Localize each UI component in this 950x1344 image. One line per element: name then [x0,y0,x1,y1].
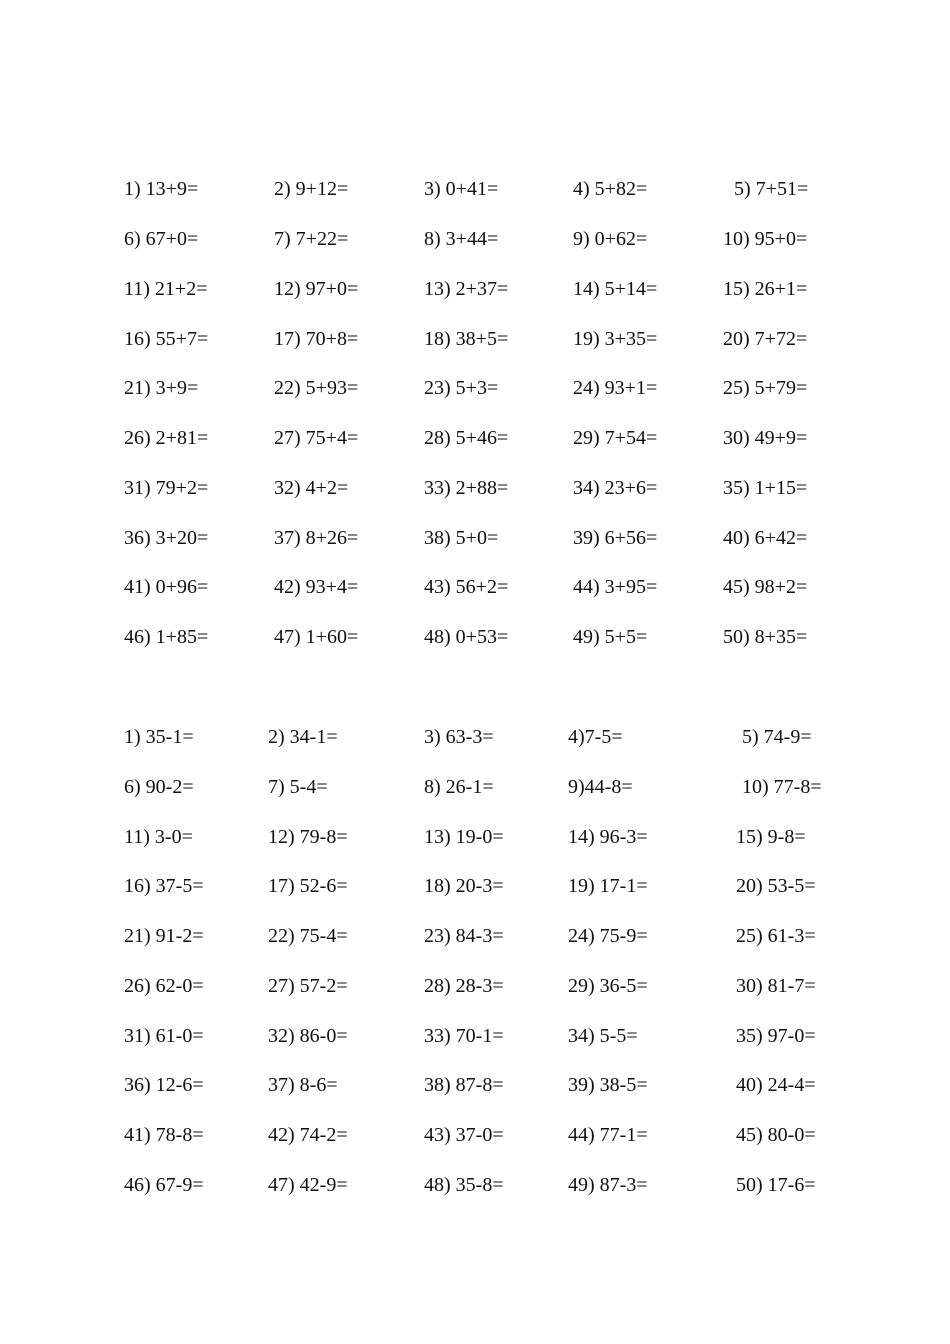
addition-problem-40: 40) 6+42= [723,527,808,549]
addition-problem-50: 50) 8+35= [723,626,808,648]
addition-problem-7: 7) 7+22= [274,228,349,250]
subtraction-problem-49: 49) 87-3= [568,1174,648,1196]
subtraction-problem-24: 24) 75-9= [568,925,648,947]
subtraction-problem-37: 37) 8-6= [268,1074,338,1096]
addition-problem-38: 38) 5+0= [424,527,499,549]
subtraction-problem-15: 15) 9-8= [736,826,806,848]
subtraction-problem-17: 17) 52-6= [268,875,348,897]
subtraction-problem-13: 13) 19-0= [424,826,504,848]
addition-problem-1: 1) 13+9= [124,178,199,200]
subtraction-problem-45: 45) 80-0= [736,1124,816,1146]
subtraction-problem-31: 31) 61-0= [124,1025,204,1047]
subtraction-problem-11: 11) 3-0= [124,826,193,848]
subtraction-problem-7: 7) 5-4= [268,776,328,798]
subtraction-problem-43: 43) 37-0= [424,1124,504,1146]
addition-problem-22: 22) 5+93= [274,377,359,399]
addition-problem-28: 28) 5+46= [424,427,509,449]
subtraction-problem-16: 16) 37-5= [124,875,204,897]
addition-problem-11: 11) 21+2= [124,278,208,300]
addition-problem-48: 48) 0+53= [424,626,509,648]
addition-problem-19: 19) 3+35= [573,328,658,350]
subtraction-problem-18: 18) 20-3= [424,875,504,897]
addition-problem-4: 4) 5+82= [573,178,648,200]
addition-problem-36: 36) 3+20= [124,527,209,549]
addition-problem-31: 31) 79+2= [124,477,209,499]
addition-problem-37: 37) 8+26= [274,527,359,549]
addition-problem-26: 26) 2+81= [124,427,209,449]
addition-problem-41: 41) 0+96= [124,576,209,598]
addition-problem-49: 49) 5+5= [573,626,648,648]
addition-problem-29: 29) 7+54= [573,427,658,449]
addition-problem-46: 46) 1+85= [124,626,209,648]
addition-problem-21: 21) 3+9= [124,377,199,399]
addition-problem-17: 17) 70+8= [274,328,359,350]
subtraction-problem-12: 12) 79-8= [268,826,348,848]
addition-problem-10: 10) 95+0= [723,228,808,250]
subtraction-problem-30: 30) 81-7= [736,975,816,997]
subtraction-problem-46: 46) 67-9= [124,1174,204,1196]
subtraction-problem-6: 6) 90-2= [124,776,194,798]
addition-problem-2: 2) 9+12= [274,178,349,200]
subtraction-problem-39: 39) 38-5= [568,1074,648,1096]
addition-problem-6: 6) 67+0= [124,228,199,250]
subtraction-problem-44: 44) 77-1= [568,1124,648,1146]
subtraction-problem-2: 2) 34-1= [268,726,338,748]
subtraction-problem-19: 19) 17-1= [568,875,648,897]
subtraction-problem-25: 25) 61-3= [736,925,816,947]
subtraction-problem-14: 14) 96-3= [568,826,648,848]
subtraction-problem-21: 21) 91-2= [124,925,204,947]
addition-problem-27: 27) 75+4= [274,427,359,449]
addition-problem-15: 15) 26+1= [723,278,808,300]
subtraction-problem-34: 34) 5-5= [568,1025,638,1047]
subtraction-problem-26: 26) 62-0= [124,975,204,997]
addition-problem-24: 24) 93+1= [573,377,658,399]
subtraction-problem-22: 22) 75-4= [268,925,348,947]
addition-problem-8: 8) 3+44= [424,228,499,250]
subtraction-problem-42: 42) 74-2= [268,1124,348,1146]
addition-problem-23: 23) 5+3= [424,377,499,399]
addition-problem-44: 44) 3+95= [573,576,658,598]
subtraction-problem-38: 38) 87-8= [424,1074,504,1096]
subtraction-problem-5: 5) 74-9= [742,726,812,748]
addition-problem-45: 45) 98+2= [723,576,808,598]
subtraction-problem-29: 29) 36-5= [568,975,648,997]
addition-problem-33: 33) 2+88= [424,477,509,499]
subtraction-problem-40: 40) 24-4= [736,1074,816,1096]
addition-problem-43: 43) 56+2= [424,576,509,598]
addition-problem-47: 47) 1+60= [274,626,359,648]
addition-problem-32: 32) 4+2= [274,477,349,499]
subtraction-problem-41: 41) 78-8= [124,1124,204,1146]
subtraction-problem-23: 23) 84-3= [424,925,504,947]
addition-problem-42: 42) 93+4= [274,576,359,598]
addition-problem-30: 30) 49+9= [723,427,808,449]
addition-problem-5: 5) 7+51= [734,178,809,200]
subtraction-problem-9: 9)44-8= [568,776,633,798]
addition-problem-20: 20) 7+72= [723,328,808,350]
addition-problem-12: 12) 97+0= [274,278,359,300]
addition-problem-16: 16) 55+7= [124,328,209,350]
addition-problem-13: 13) 2+37= [424,278,509,300]
subtraction-problem-35: 35) 97-0= [736,1025,816,1047]
subtraction-problem-47: 47) 42-9= [268,1174,348,1196]
addition-problem-39: 39) 6+56= [573,527,658,549]
addition-problem-14: 14) 5+14= [573,278,658,300]
addition-problem-34: 34) 23+6= [573,477,658,499]
subtraction-problem-28: 28) 28-3= [424,975,504,997]
subtraction-problem-48: 48) 35-8= [424,1174,504,1196]
subtraction-problem-1: 1) 35-1= [124,726,194,748]
subtraction-problem-27: 27) 57-2= [268,975,348,997]
addition-problem-25: 25) 5+79= [723,377,808,399]
subtraction-problem-8: 8) 26-1= [424,776,494,798]
subtraction-problem-33: 33) 70-1= [424,1025,504,1047]
subtraction-problem-4: 4)7-5= [568,726,623,748]
subtraction-problem-10: 10) 77-8= [742,776,822,798]
subtraction-problem-50: 50) 17-6= [736,1174,816,1196]
subtraction-problem-32: 32) 86-0= [268,1025,348,1047]
addition-problem-3: 3) 0+41= [424,178,499,200]
addition-problem-9: 9) 0+62= [573,228,648,250]
subtraction-problem-3: 3) 63-3= [424,726,494,748]
addition-problem-35: 35) 1+15= [723,477,808,499]
subtraction-problem-36: 36) 12-6= [124,1074,204,1096]
subtraction-problem-20: 20) 53-5= [736,875,816,897]
addition-problem-18: 18) 38+5= [424,328,509,350]
